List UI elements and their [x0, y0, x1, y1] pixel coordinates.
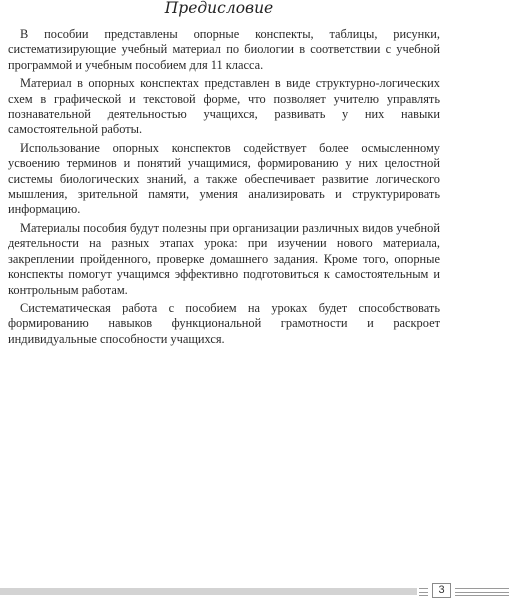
footer-rule-left: [419, 588, 428, 596]
paragraph-4: Материалы пособия будут полезны при организации различных видов учебной деятельности на разных этапах урока: при изучении нового материала, закреплении пройденного, проверке домашнего задания. Кроме того, опорные конспекты помогут учащимся эффективно подготовиться к самостоятельным и контрольным работам.: [8, 220, 440, 297]
paragraph-2: Материал в опорных конспектах представлен в виде структурно-логических схем в графической и текстовой форме, что позволяет учителю управлять познавательной деятельностью учащихся, развивать у них навыки самостоятельной работы.: [8, 76, 440, 137]
paragraph-3: Использование опорных конспектов содействует более осмысленному усвоению терминов и понятий учащимися, формированию у них целостной системы биологических знаний, а также обеспечивает развитие логического мышления, зрительной памяти, умения анализировать и структурировать информацию.: [8, 140, 440, 217]
paragraph-5: Систематическая работа с пособием на уроках будет способствовать формированию навыков функциональной грамотности и раскроет индивидуальные способности учащихся.: [8, 300, 440, 346]
paragraph-1: В пособии представлены опорные конспекты, таблицы, рисунки, систематизирующие учебный материал по биологии в соответствии с учебной программой и учебным пособием для 11 класса.: [8, 27, 440, 72]
page-title: Предисловие: [164, 0, 274, 17]
preface-body: [8, 27, 440, 350]
footer-rule-right: [455, 588, 509, 596]
page-number: 3: [432, 583, 451, 598]
footer-bar: [0, 588, 417, 595]
